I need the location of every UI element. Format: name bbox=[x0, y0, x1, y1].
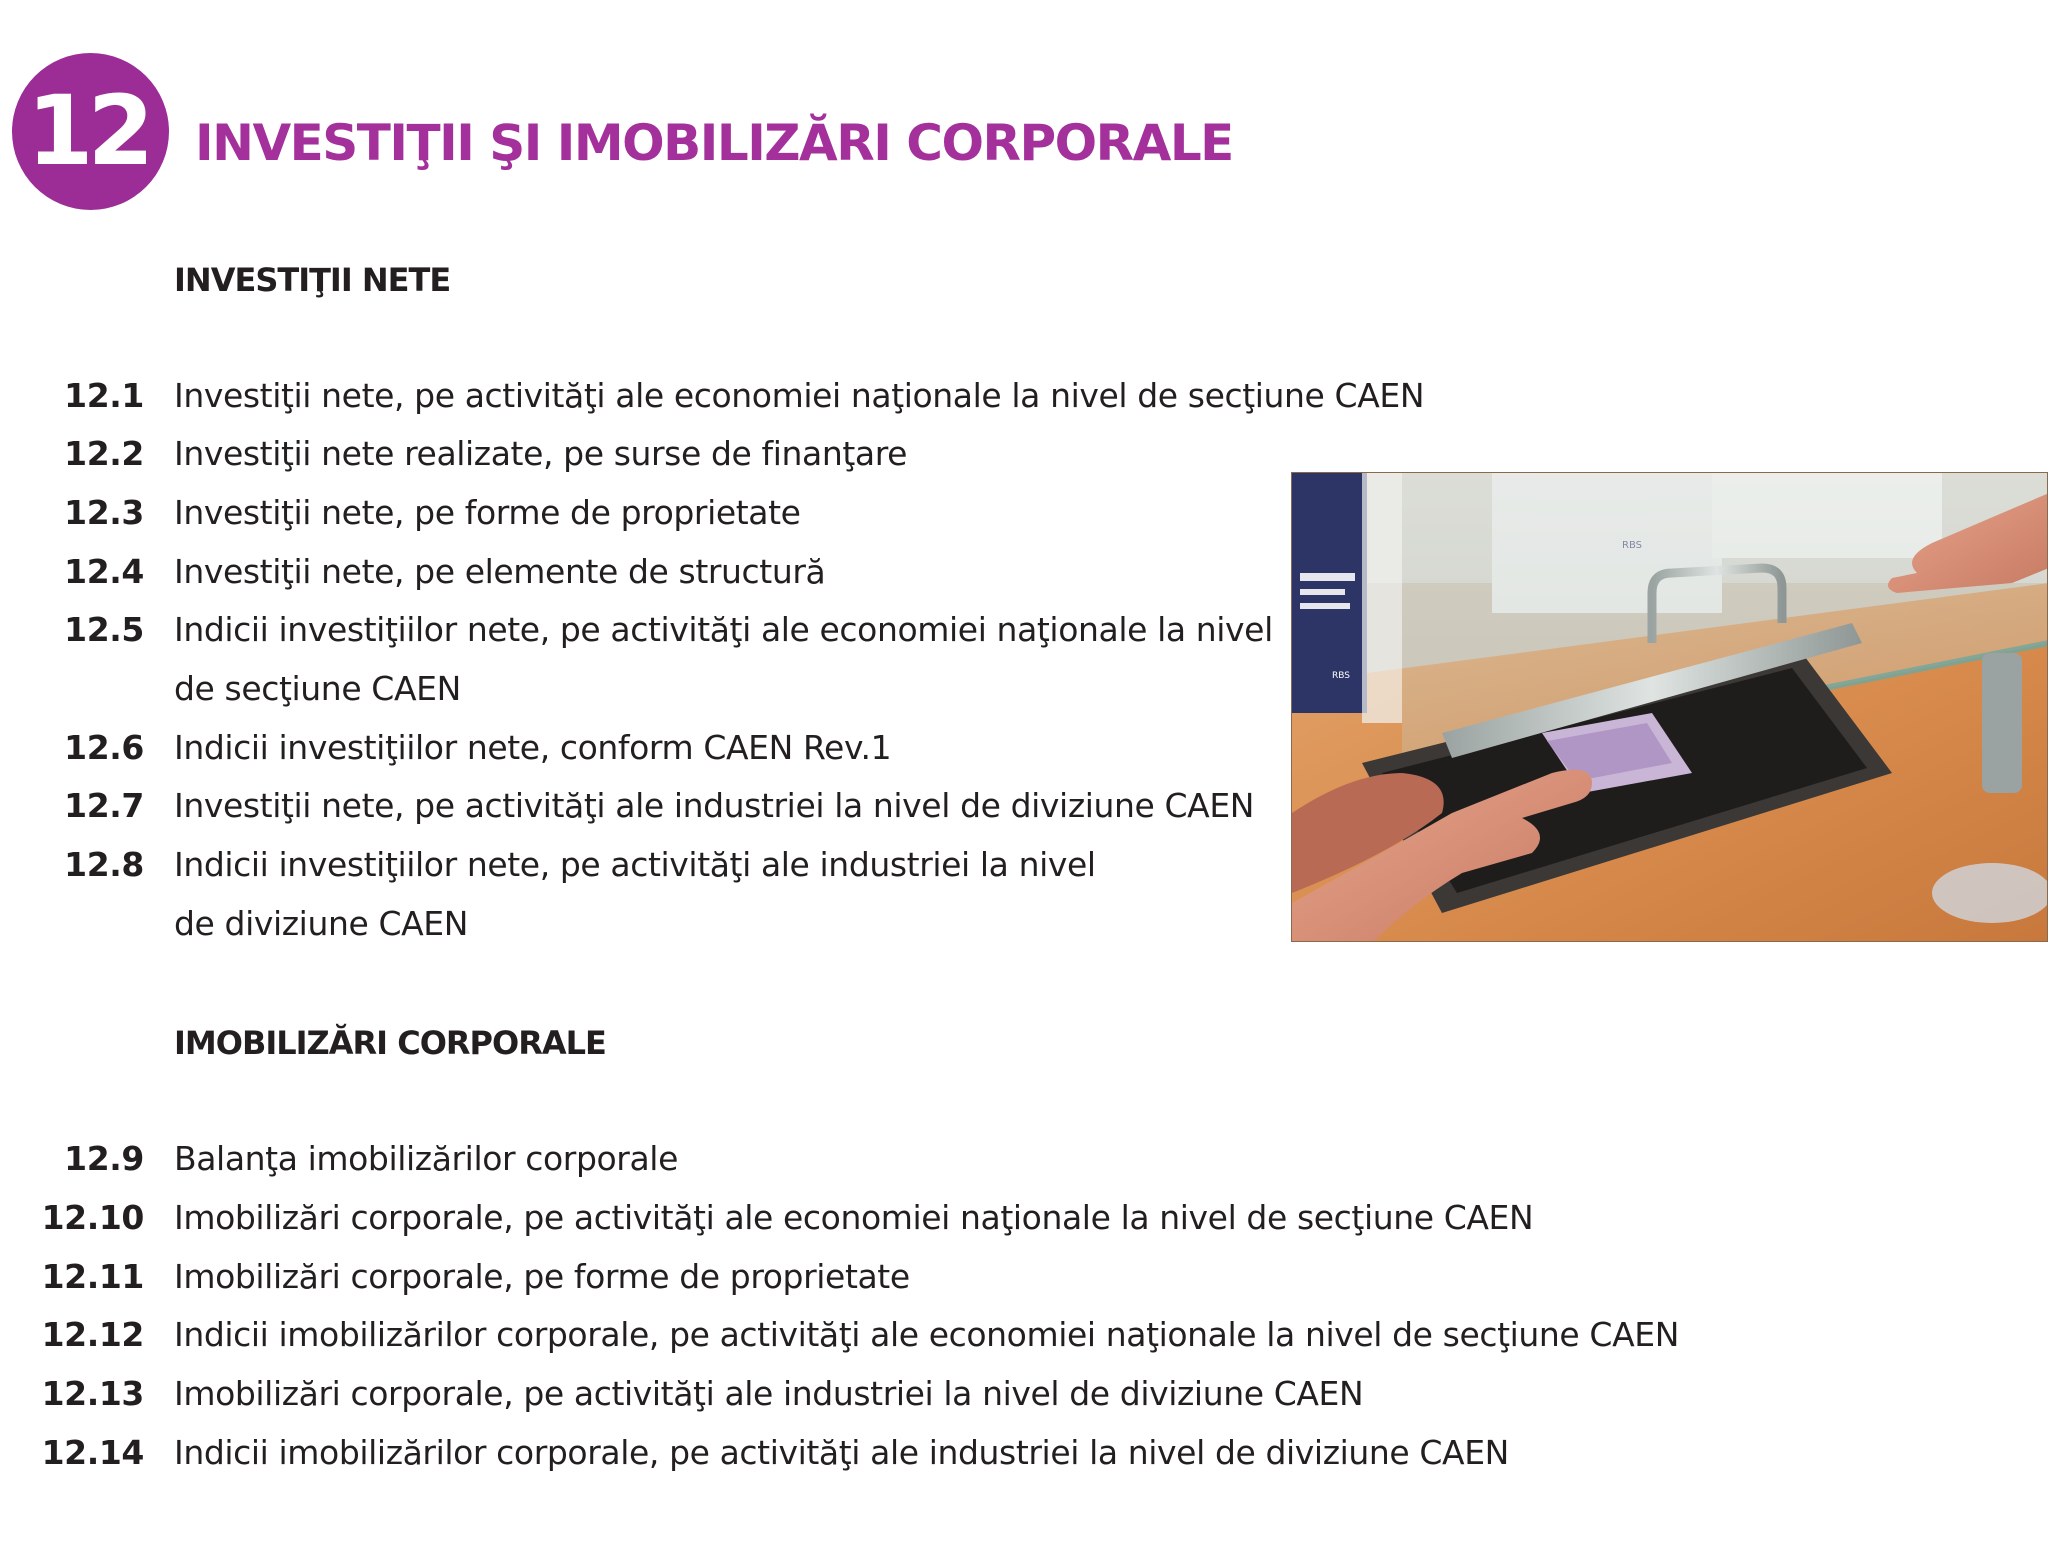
bell-dish bbox=[1932, 863, 2048, 923]
list-item[interactable] bbox=[0, 1306, 1700, 1364]
list-item[interactable] bbox=[0, 367, 1700, 425]
bank-counter-illustration bbox=[1292, 473, 2048, 942]
item-title[interactable]: Indicii investiţiilor nete, conform CAEN Rev.1 bbox=[174, 728, 892, 767]
rbs-logo-left: RBS bbox=[1332, 671, 1350, 681]
item-number: 12.3 bbox=[64, 493, 144, 532]
stapler bbox=[1982, 653, 2022, 793]
list-item[interactable] bbox=[0, 1424, 1700, 1482]
bank-counter-photo bbox=[1291, 472, 2048, 942]
item-number: 12.6 bbox=[64, 728, 144, 767]
item-title[interactable]: Indicii imobilizărilor corporale, pe activităţi ale industriei la nivel de diviziune CAEN bbox=[174, 1433, 1509, 1472]
item-number: 12.9 bbox=[64, 1139, 144, 1178]
item-number: 12.7 bbox=[64, 786, 144, 825]
item-title[interactable]: Indicii investiţiilor nete, pe activităţi ale industriei la nivel bbox=[174, 845, 1096, 884]
section-heading-investitii-nete: INVESTIŢII NETE bbox=[174, 261, 451, 299]
item-title[interactable]: Indicii investiţiilor nete, pe activităţi ale economiei naţionale la nivel bbox=[174, 610, 1273, 649]
brochure-stripe bbox=[1300, 603, 1350, 609]
section-heading-imobilizari-corporale: IMOBILIZĂRI CORPORALE bbox=[174, 1024, 606, 1062]
item-number: 12.4 bbox=[64, 552, 144, 591]
brochure-stripe bbox=[1300, 573, 1355, 581]
list-item[interactable] bbox=[0, 1248, 1700, 1306]
chapter-title: INVESTIŢII ŞI IMOBILIZĂRI CORPORALE bbox=[195, 114, 1233, 172]
item-number: 12.10 bbox=[41, 1198, 144, 1237]
item-title-continuation[interactable]: de secţiune CAEN bbox=[174, 669, 461, 708]
item-title[interactable]: Indicii imobilizărilor corporale, pe activităţi ale economiei naţionale la nivel de secţiune CAEN bbox=[174, 1315, 1679, 1354]
list-item[interactable] bbox=[0, 1130, 1700, 1188]
item-title[interactable]: Imobilizări corporale, pe activităţi ale industriei la nivel de diviziune CAEN bbox=[174, 1374, 1364, 1413]
brochure-stripe bbox=[1300, 589, 1345, 595]
item-number: 12.14 bbox=[41, 1433, 144, 1472]
item-number: 12.11 bbox=[41, 1257, 144, 1296]
acrylic-stand bbox=[1362, 473, 1402, 723]
item-number: 12.13 bbox=[41, 1374, 144, 1413]
item-title[interactable]: Imobilizări corporale, pe forme de proprietate bbox=[174, 1257, 910, 1296]
item-number: 12.5 bbox=[64, 610, 144, 649]
item-number: 12.8 bbox=[64, 845, 144, 884]
item-title[interactable]: Investiţii nete, pe forme de proprietate bbox=[174, 493, 801, 532]
list-item[interactable] bbox=[0, 1365, 1700, 1423]
chapter-number-badge bbox=[12, 53, 169, 210]
item-title[interactable]: Investiţii nete, pe activităţi ale industriei la nivel de diviziune CAEN bbox=[174, 786, 1255, 825]
item-title-continuation[interactable]: de diviziune CAEN bbox=[174, 904, 469, 943]
item-number: 12.2 bbox=[64, 434, 144, 473]
item-title[interactable]: Investiţii nete, pe activităţi ale economiei naţionale la nivel de secţiune CAEN bbox=[174, 376, 1425, 415]
item-title[interactable]: Balanţa imobilizărilor corporale bbox=[174, 1139, 678, 1178]
list-item[interactable] bbox=[0, 1189, 1700, 1247]
item-title[interactable]: Investiţii nete realizate, pe surse de finanţare bbox=[174, 434, 908, 473]
item-title[interactable]: Imobilizări corporale, pe activităţi ale economiei naţionale la nivel de secţiune CAEN bbox=[174, 1198, 1534, 1237]
chapter-number: 12 bbox=[26, 74, 149, 187]
item-number: 12.12 bbox=[41, 1315, 144, 1354]
item-number: 12.1 bbox=[64, 376, 144, 415]
item-title[interactable]: Investiţii nete, pe elemente de structură bbox=[174, 552, 826, 591]
